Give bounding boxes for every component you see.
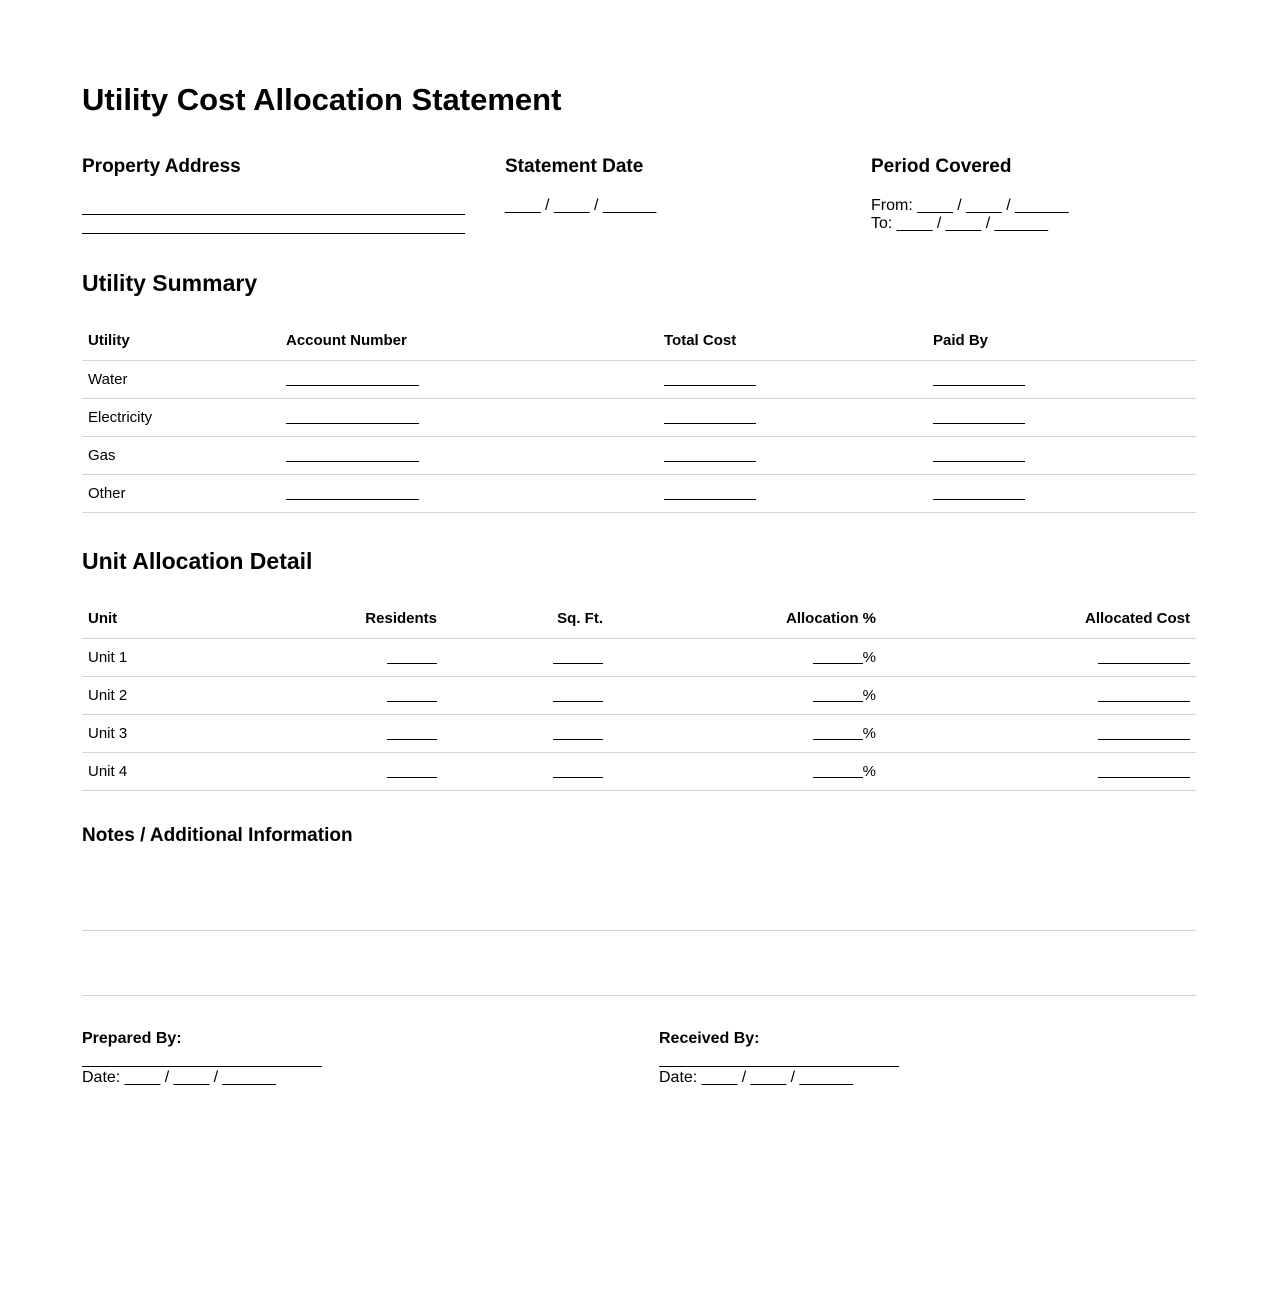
unit-name: Unit 1 xyxy=(82,639,262,677)
prepared-by-block xyxy=(82,1030,322,1087)
utility-name: Water xyxy=(82,361,280,399)
unit-name: Unit 4 xyxy=(82,753,262,791)
utility-name: Gas xyxy=(82,437,280,475)
allocation-percent-blank[interactable] xyxy=(813,649,863,664)
period-to-blank[interactable]: To: ____ / ____ / ______ xyxy=(871,215,1049,232)
table-row xyxy=(82,399,1196,437)
account-number-blank[interactable] xyxy=(286,371,419,386)
table-header-row xyxy=(82,320,1196,361)
allocation-percent-blank[interactable] xyxy=(813,725,863,740)
unit-allocation-table xyxy=(82,598,1196,791)
allocation-percent-blank[interactable] xyxy=(813,763,863,778)
account-number-blank[interactable] xyxy=(286,485,419,500)
paid-by-blank[interactable] xyxy=(933,371,1025,386)
sq-ft-blank[interactable] xyxy=(553,725,603,740)
residents-blank[interactable] xyxy=(387,649,437,664)
account-number-blank[interactable] xyxy=(286,447,419,462)
unit-name: Unit 3 xyxy=(82,715,262,753)
unit-allocation-title: Unit Allocation Detail xyxy=(82,548,313,574)
sq-ft-blank[interactable] xyxy=(553,687,603,702)
table-header-row xyxy=(82,598,1196,639)
notes-line-2[interactable] xyxy=(82,995,1196,996)
table-row xyxy=(82,677,1196,715)
sq-ft-blank[interactable] xyxy=(553,649,603,664)
property-address-label: Property Address xyxy=(82,156,241,177)
residents-blank[interactable] xyxy=(387,687,437,702)
prepared-by-date-blank[interactable]: Date: ____ / ____ / ______ xyxy=(82,1069,276,1086)
percent-sign: % xyxy=(862,763,876,780)
statement-date-label: Statement Date xyxy=(505,156,644,177)
allocated-cost-blank[interactable] xyxy=(1098,763,1190,778)
allocated-cost-blank[interactable] xyxy=(1098,725,1190,740)
column-header-allocation-percent: Allocation % xyxy=(609,598,882,639)
table-row xyxy=(82,361,1196,399)
statement-date-field xyxy=(505,156,656,215)
total-cost-blank[interactable] xyxy=(664,371,756,386)
percent-sign: % xyxy=(862,687,876,704)
percent-sign: % xyxy=(862,725,876,742)
notes-line-1[interactable] xyxy=(82,930,1196,931)
column-header-unit: Unit xyxy=(82,598,262,639)
received-by-block xyxy=(659,1030,899,1087)
paid-by-blank[interactable] xyxy=(933,409,1025,424)
paid-by-blank[interactable] xyxy=(933,447,1025,462)
column-header-paid-by: Paid By xyxy=(927,320,1196,361)
received-by-label: Received By: xyxy=(659,1030,760,1047)
period-from-blank[interactable]: From: ____ / ____ / ______ xyxy=(871,197,1069,214)
column-header-sq-ft: Sq. Ft. xyxy=(443,598,609,639)
period-covered-field xyxy=(871,156,1068,233)
unit-name: Unit 2 xyxy=(82,677,262,715)
utility-name: Other xyxy=(82,475,280,513)
table-row xyxy=(82,753,1196,791)
column-header-allocated-cost: Allocated Cost xyxy=(882,598,1196,639)
utility-summary-table xyxy=(82,320,1196,513)
account-number-blank[interactable] xyxy=(286,409,419,424)
residents-blank[interactable] xyxy=(387,725,437,740)
period-covered-label: Period Covered xyxy=(871,156,1012,177)
property-address-line-2[interactable] xyxy=(82,233,465,234)
statement-date-blank[interactable]: ____ / ____ / ______ xyxy=(505,197,657,214)
allocation-percent-blank[interactable] xyxy=(813,687,863,702)
property-address-field xyxy=(82,156,465,234)
total-cost-blank[interactable] xyxy=(664,447,756,462)
total-cost-blank[interactable] xyxy=(664,409,756,424)
total-cost-blank[interactable] xyxy=(664,485,756,500)
residents-blank[interactable] xyxy=(387,763,437,778)
utility-summary-title: Utility Summary xyxy=(82,270,258,296)
prepared-by-signature-line[interactable] xyxy=(82,1066,322,1067)
table-row xyxy=(82,639,1196,677)
column-header-utility: Utility xyxy=(82,320,280,361)
table-row xyxy=(82,715,1196,753)
allocated-cost-blank[interactable] xyxy=(1098,687,1190,702)
column-header-account-number: Account Number xyxy=(280,320,658,361)
column-header-total-cost: Total Cost xyxy=(658,320,927,361)
received-by-signature-line[interactable] xyxy=(659,1066,899,1067)
property-address-line-1[interactable] xyxy=(82,214,465,215)
table-row xyxy=(82,437,1196,475)
page-title: Utility Cost Allocation Statement xyxy=(82,82,562,117)
sq-ft-blank[interactable] xyxy=(553,763,603,778)
table-row xyxy=(82,475,1196,513)
percent-sign: % xyxy=(862,649,876,666)
column-header-residents: Residents xyxy=(262,598,443,639)
utility-name: Electricity xyxy=(82,399,280,437)
allocated-cost-blank[interactable] xyxy=(1098,649,1190,664)
received-by-date-blank[interactable]: Date: ____ / ____ / ______ xyxy=(659,1069,853,1086)
prepared-by-label: Prepared By: xyxy=(82,1030,182,1047)
paid-by-blank[interactable] xyxy=(933,485,1025,500)
notes-title: Notes / Additional Information xyxy=(82,825,353,846)
